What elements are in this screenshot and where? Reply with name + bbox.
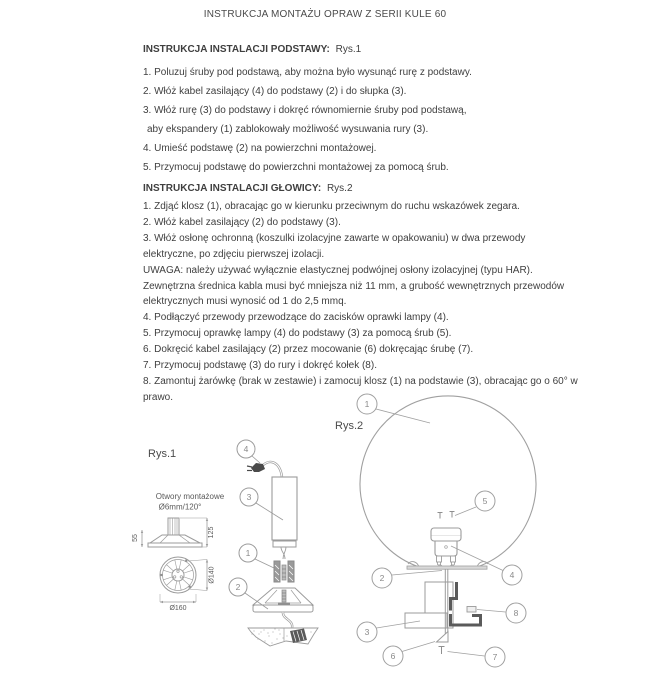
head-section-heading bbox=[143, 183, 353, 194]
figure1-top-view bbox=[160, 557, 216, 612]
figure1-base-diagram bbox=[80, 420, 340, 677]
instruction-line: 6. Dokręcić kabel zasilający (2) przez mocowanie (6) dokręcając śrubę (7). bbox=[143, 344, 474, 356]
warning-line: Zewnętrzna średnica kabla musi być mniejsza niż 11 mm, a grubość wewnętrznych przewodów bbox=[143, 280, 565, 292]
figure2-bracket bbox=[451, 582, 481, 625]
figure1-dim-140-label: Ø140 bbox=[208, 566, 216, 584]
instruction-line: 3. Włóż osłonę ochronną (koszulki izolacyjne zawarte w opakowaniu) w dwa przewody bbox=[143, 232, 526, 244]
instruction-line: 3. Włóż rurę (3) do podstawy i dokręć równomiernie śruby pod podstawą, bbox=[143, 105, 467, 116]
figure2-label: Rys.2 bbox=[335, 420, 364, 432]
head-section-heading-text: INSTRUKCJA INSTALACJI GŁOWICY: bbox=[143, 183, 322, 194]
instruction-line: 4. Podłączyć przewody przewodzące do zacisków oprawki lampy (4). bbox=[143, 312, 449, 324]
figure1-mounting-surface bbox=[248, 628, 318, 646]
head-section-figure-ref: Rys.2 bbox=[326, 183, 353, 194]
instruction-line: 1. Poluzuj śruby pod podstawą, aby można było wysunąć rurę z podstawy. bbox=[143, 67, 472, 78]
instruction-line: 2. Włóż kabel zasilający (4) do podstawy (2) i do słupka (3). bbox=[143, 86, 407, 97]
warning-line: UWAGA: należy używać wyłącznie elastycznej podwójnej osłony izolacyjnej (typu HAR). bbox=[143, 264, 533, 276]
figure2-callout-5: 5 bbox=[482, 496, 488, 506]
figure1-dim-55-label: 55 bbox=[132, 534, 139, 542]
figure2-callout-3: 3 bbox=[364, 627, 370, 637]
figure2-callout-4: 4 bbox=[509, 570, 515, 580]
base-section-heading bbox=[143, 44, 361, 55]
document-title: INSTRUKCJA MONTAŻU OPRAW Z SERII KULE 60 bbox=[203, 9, 447, 20]
figure2-head-diagram bbox=[330, 385, 650, 677]
instruction-line: 8. Zamontuj żarówkę (brak w zestawie) i zamocuj klosz (1) na podstawie (3), obracając go o 60° w bbox=[143, 375, 578, 387]
figure2-cable-clamp bbox=[467, 607, 476, 613]
figure2-callout-2: 2 bbox=[379, 573, 385, 583]
figure1-dim-125-label: 125 bbox=[208, 526, 215, 539]
figure1-note-line2: Ø6mm/120° bbox=[158, 502, 202, 512]
instruction-line: 2. Włóż kabel zasilający (2) do podstawy (3). bbox=[143, 216, 341, 228]
base-section-heading-text: INSTRUKCJA INSTALACJI PODSTAWY: bbox=[143, 44, 330, 55]
instruction-line: 4. Umieść podstawę (2) na powierzchni montażowej. bbox=[143, 143, 377, 154]
figure2-rim-plate bbox=[407, 566, 487, 569]
figure1-dim-160 bbox=[160, 594, 196, 603]
head-instruction-list bbox=[143, 199, 578, 406]
figure1-dim-140 bbox=[188, 560, 208, 591]
figure1-plug bbox=[247, 463, 265, 472]
figure2-callout-1: 1 bbox=[364, 399, 370, 409]
figure2-callout-6: 6 bbox=[390, 651, 396, 661]
figure2-pin bbox=[439, 647, 445, 655]
instruction-line: prawo. bbox=[143, 391, 174, 403]
instruction-line: 1. Zdjąć klosz (1), obracając go w kierunku przeciwnym do ruchu wskazówek zegara. bbox=[143, 201, 520, 212]
figure2-wedge bbox=[437, 632, 449, 643]
figure1-note-line1: Otwory montażowe bbox=[155, 492, 225, 501]
base-section-figure-ref: Rys.1 bbox=[335, 44, 362, 55]
instruction-line: 7. Przymocuj podstawę (3) do rury i dokręć kołek (8). bbox=[143, 360, 377, 372]
figure1-expander bbox=[274, 561, 294, 582]
figure1-side-view bbox=[132, 518, 215, 547]
figure1-callout-4: 4 bbox=[243, 444, 249, 454]
instruction-line: aby ekspandery (1) zablokowały możliwość wysuwania rury (3). bbox=[147, 124, 429, 135]
figure2-screws bbox=[438, 512, 455, 519]
figure2-base-flange bbox=[405, 613, 447, 628]
instruction-line: 5. Przymocuj oprawkę lampy (4) do podstawy (3) za pomocą śrub (5). bbox=[143, 328, 452, 340]
figure1-callout-1: 1 bbox=[245, 548, 251, 558]
figure1-dim-55 bbox=[141, 530, 143, 547]
figure1-label: Rys.1 bbox=[148, 448, 177, 460]
instruction-line: elektryczne, po zdjęciu pierwszej izolacji. bbox=[143, 248, 325, 260]
figure2-callout-7: 7 bbox=[492, 652, 498, 662]
base-instruction-list bbox=[143, 63, 555, 177]
figure2-callout-8: 8 bbox=[513, 608, 519, 618]
figure1-callout-2: 2 bbox=[235, 582, 241, 592]
figure1-dim-160-label: Ø160 bbox=[169, 605, 187, 612]
figure1-base-part bbox=[253, 588, 313, 612]
instruction-line: 5. Przymocuj podstawę do powierzchni montażowej za pomocą śrub. bbox=[143, 162, 449, 173]
figure1-callout-3: 3 bbox=[246, 492, 252, 502]
warning-line: elektrycznych musi wynosić od 1 do 2,5 mmq. bbox=[143, 296, 347, 308]
figure1-exploded-view bbox=[229, 440, 318, 646]
figure1-tube bbox=[272, 477, 297, 540]
